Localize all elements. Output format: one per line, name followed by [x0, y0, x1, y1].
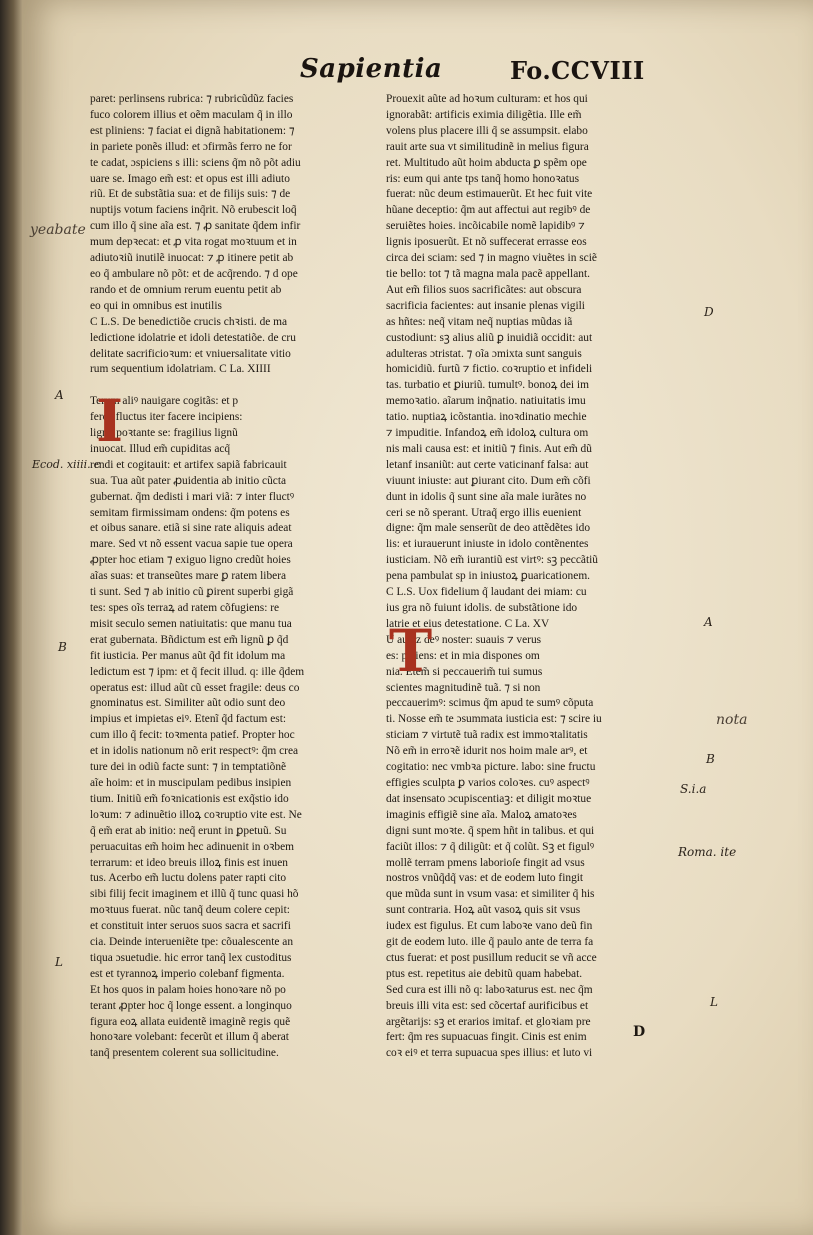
text-line: rauit arte sua vt similitudinẽ in melius figura [386, 140, 589, 153]
text-line: adulteras ɔtristat. ⁊ oĩa ɔmixta sunt sanguis [386, 347, 582, 360]
text-line: cogitatio: nec vmbꝛa picture. labo: sine fructu [386, 761, 596, 774]
text-line: misit seculo semen natiuitatis: que manu tua [90, 617, 292, 630]
text-line: fuco colorem illius et oẽm maculam q̃ in illo [90, 108, 293, 121]
text-line: ptus est. repetitus aie debitũ quam habebat. [386, 967, 583, 980]
text-line: C L.S. Uox fidelium q̃ laudant dei miam: cu [386, 586, 587, 599]
text-line: q̃ em̃ erat ab initio: neq̃ erunt in ꝑpetuũ. Su [90, 824, 287, 837]
text-line: lignis iposuerũt. Et nõ suffecerat errasse eos [386, 236, 587, 249]
right-text-column [386, 92, 672, 1062]
text-line: custodiunt: sꝫ alius aliũ ꝑ inuidiã occidit: aut [386, 331, 593, 344]
text-line: letanf insaniũt: aut certe vaticinanf falsa: aut [386, 458, 589, 471]
text-line: terrarum: et ideo breuis illoꝝ finis est inuen [90, 856, 288, 869]
text-line: cum illo q̃ sine aĩa est. ⁊ ꝓ sanitate q̃dem infir [90, 220, 301, 233]
text-line: memoꝛatio. aĩarum inq̃natio. natiuitatis imu [386, 395, 586, 408]
text-line: C L.S. De benedictiõe crucis chꝛisti. de ma [90, 315, 288, 328]
margin-note-sia: S.i.a [680, 782, 707, 796]
text-line: mare. Sed vt nõ essent vacua sapie tue opera [90, 538, 293, 551]
margin-letter-l-right: L [710, 995, 718, 1009]
text-line: ⁊ impuditie. Infandoꝝ em̃ idoloꝝ cultura om [386, 427, 589, 440]
text-line: ius gra nõ fuiunt idolis. de substãtione ido [386, 602, 578, 614]
text-line: latrie et eius detestatione. C La. XV [386, 617, 550, 630]
text-line: peccauerimꝰ: scimus q̃m apud te sumꝰ cõputa [386, 697, 594, 710]
text-line: scientes magnitudinẽ tuã. ⁊ si non [386, 681, 541, 694]
margin-note-roma: Roma. ite [678, 845, 737, 859]
text-line: aĩe hoim: et in muscipulam pedibus insipien [90, 776, 292, 789]
text-line: Aut em̃ filios suos sacrificãtes: aut obscura [386, 283, 582, 296]
text-line: et oibus sanare. etiã si sine rate aliquis adeat [90, 522, 292, 535]
text-line: uare se. Imago em̃ est: et opus est illi adiuto [90, 172, 290, 185]
text-line: impius et impietas eiꝰ. Etenĩ q̃d factum est: [90, 713, 287, 726]
text-line: et in idolis nationum nõ erit respectꝰ: q̃m crea [90, 745, 299, 758]
text-line: coꝛ eiꝰ et terra supuacua spes illius: et luto vi [386, 1047, 593, 1060]
text-line: nostros vnũq̃dq̃ vas: et de eodem luto fingit [386, 872, 584, 885]
text-line: eo q̃ ambulare nõ põt: et de acq̃rendo. ⁊ d ope [90, 267, 298, 280]
text-line: sticiam ⁊ virtutẽ tuã radix est immoꝛtalitatis [386, 729, 588, 742]
text-line [90, 378, 372, 394]
text-line: ignorabãt: artificis eximia diligẽtia. Ille em̃ [386, 108, 582, 121]
text-line: erat gubernata. Bñdictum est em̃ lignũ ꝑ q̃d [90, 633, 289, 646]
margin-reference-exodus: Ecod. xiiii. c [32, 458, 101, 471]
text-line: sua. Tua aũt pater ꝓuidentia ab initio cũcta [90, 474, 287, 487]
text-line: fuerat: nũc deum estimauerũt. Et hec fuit vite [386, 188, 593, 201]
text-line: hũane deceptio: q̃m aut affectui aut regibꝰ de [386, 204, 591, 217]
text-line: es: patiens: et in mia dispones om [386, 649, 540, 662]
text-line: fit iusticia. Per manus aũt q̃d fit idolum ma [90, 649, 286, 662]
text-line: ti sunt. Sed ⁊ ab initio cũ ꝑirent superbi gigã [90, 586, 294, 599]
text-line: ledictum est ⁊ ipm: et q̃ fecit illud. q: ille q̃dem [90, 665, 305, 678]
text-line: operatus est: illud aũt cũ esset fragile: deus co [90, 681, 300, 694]
text-line: ti. Nosse em̃ te ɔsummata iusticia est: ⁊ scire iu [386, 713, 602, 726]
text-line: et constituit inter seruos suos sacra et sacrifi [90, 920, 291, 933]
text-line: sunt contraria. Hoꝝ aũt vasoꝝ quis sit vsus [386, 904, 581, 917]
text-line: sibi filij fecit imaginem et illũ q̃ tunc quasi hõ [90, 888, 299, 901]
text-line: sacrificia facientes: aut insanie plenas vigili [386, 299, 585, 312]
text-line: feros fluctus iter facere incipiens: [90, 411, 243, 424]
text-line: circa dei sciam: sed ⁊ in magno viuẽtes in sciẽ [386, 252, 597, 265]
text-line: Terum aliꝰ nauigare cogitãs: et p [90, 395, 239, 408]
text-line: mollẽ terram pmens laborioſe fingit ad vsus [386, 856, 585, 869]
text-line: rum sequentium idolatriam. C La. XIIII [90, 363, 271, 376]
text-line: que mũda sunt in vsum vasa: et similiter q̃ his [386, 888, 595, 901]
margin-letter-d-right: D [704, 305, 714, 319]
text-line: digne: q̃m male senserũt de deo attẽdẽtes ido [386, 522, 591, 535]
margin-letter-b-left: B [58, 640, 67, 654]
text-line: tas. turbatio et ꝑiuriũ. tumultꝰ. bonoꝝ dei im [386, 379, 589, 392]
text-line: ctus fuerat: et post pusillum reducit se vñ acce [386, 951, 597, 964]
text-line: inuocat. Illud em̃ cupiditas acq̃ [90, 442, 231, 455]
text-line: in pariete ponẽs illud: et ɔfirmãs ferro ne for [90, 140, 292, 153]
text-line: viuunt iniuste: aut ꝑiurant cito. Dum em̃ cõfi [386, 474, 591, 487]
text-line: est pliniens: ⁊ faciat ei dignã habitationem: ⁊ [90, 124, 295, 137]
text-line: paret: perlinsens rubrica: ⁊ rubricũdũz facies [90, 93, 294, 105]
text-line: imaginis effigiẽ sine aĩa. Maloꝝ amatoꝛes [386, 808, 577, 821]
text-line: gubernat. q̃m dedisti i mari viã: ⁊ inter fluctꝰ [90, 490, 295, 503]
text-line: lis: et iurauerunt iniuste in idolo contẽnentes [386, 538, 589, 551]
text-line: mum depꝛecat: et ꝓ vita rogat moꝛtuum et in [90, 236, 297, 249]
text-line: ceri se nõ sperant. Utraq̃ ergo illis euenient [386, 506, 582, 519]
text-line: aĩas suas: et transeũtes mare ꝑ ratem libera [90, 570, 287, 583]
drop-initial-chapter-15: T [389, 617, 433, 685]
left-text-column [90, 92, 372, 1062]
text-line: dunt in idolis q̃ sunt sine aĩa male iurãtes no [386, 490, 587, 503]
text-line: tie bello: tot ⁊ tã magna mala pacẽ appellant. [386, 267, 590, 280]
text-line: homicidiũ. furtũ ⁊ fictio. coꝛruptio et infideli [386, 363, 593, 376]
text-line: gnominatus est. Similiter aũt odio sunt deo [90, 697, 286, 710]
handwritten-margin-note-left: yeabate [30, 222, 86, 238]
text-line: moꝛtuus fuerat. nũc tanq̃ deum colere cepit: [90, 904, 290, 917]
margin-letter-l-left: L [55, 955, 63, 969]
text-line: delitate sacrificioꝛum: et vniuersalitate vitio [90, 347, 291, 360]
text-line: ture dei in odiũ facte sunt: ⁊ in temptatiõnẽ [90, 761, 287, 774]
text-line: loꝛum: ⁊ adinuẽtio illoꝝ coꝛruptio vite est. Ne [90, 808, 302, 821]
text-line: U autez deꝰ noster: suauis ⁊ verus [386, 633, 542, 646]
text-line: fert: q̃m res supuacuas fingit. Cinis est enim [386, 1031, 587, 1044]
text-line: pena pambulat sp in iniustoꝝ ꝑuaricationem. [386, 570, 591, 583]
text-line: tanq̃ presentem colerent sua sollicitudine. [90, 1047, 279, 1060]
text-line: ret. Multitudo aũt hoim abducta ꝑ spẽm ope [386, 156, 587, 169]
text-line: Et hos quos in palam hoies honoꝛare nõ po [90, 983, 286, 996]
drop-initial-chapter-14: I [96, 387, 124, 455]
text-line: figura eoꝝ allata euidentẽ imaginẽ regis quẽ [90, 1015, 291, 1028]
text-line: cum illo q̃ fecit: toꝛmenta patief. Propter hoc [90, 729, 295, 742]
text-line: nia. Etem̃ si peccauerim̃ tui sumus [386, 665, 543, 678]
text-line: Nõ em̃ in erroꝛẽ idurit nos hoim male arꝰ, et [386, 745, 588, 758]
text-line: cia. Deinde interueniẽte tpe: cõualescente an [90, 936, 294, 949]
text-line: tus. Acerbo em̃ luctu dolens pater rapti cito [90, 872, 287, 885]
text-line: iudex est figulus. Et cum laboꝛe vano deũ fin [386, 920, 593, 933]
margin-letter-b-right: B [706, 752, 715, 766]
text-line: tatio. nuptiaꝝ icõstantia. inoꝛdinatio mechie [386, 411, 587, 424]
text-line: rendi et cogitauit: et artifex sapiã fabricauit [90, 458, 287, 471]
text-line: ligno poꝛtante se: fragilius lignũ [90, 427, 238, 440]
text-line: ꝓpter hoc etiam ⁊ exiguo ligno credũt hoies [90, 554, 291, 567]
text-line: semitam firmissimam ondens: q̃m potens es [90, 506, 290, 519]
text-line: te cadat, ɔspiciens s illi: sciens q̃m nõ põt adiu [90, 156, 301, 169]
text-line: volens plus placere illi q̃ se assumpsit. elabo [386, 124, 588, 137]
text-line: seruiẽtes hoies. incõicabile nomẽ lapidibꝰ ⁊ [386, 220, 585, 233]
margin-letter-a-left: A [55, 388, 64, 402]
margin-letter-a-right: A [704, 615, 713, 629]
text-line: breuis illi vita est: sed cõcertaf aurificibus et [386, 999, 589, 1012]
signature-mark: D [633, 1024, 646, 1040]
text-line: faciũt illos: ⁊ q̃ diligũt: et q̃ colũt. Sꝫ et figulꝰ [386, 840, 595, 853]
text-line: tiqua ɔsuetudie. hic error tanq̃ lex custoditus [90, 951, 292, 964]
text-line: effigies sculpta ꝑ varios coloꝛes. cuꝰ aspectꝰ [386, 776, 590, 789]
text-line: peruacuitas em̃ hoim hec adinuenit in oꝛbem [90, 840, 295, 853]
text-line: honoꝛare volebant: fecerũt et illum q̃ aberat [90, 1031, 289, 1044]
folio-number: Fo.CCVIII [510, 56, 645, 85]
text-line: tium. Initiũ em̃ foꝛnicationis est exq̃stio ido [90, 792, 289, 805]
text-line: ris: eum qui ante tps tanq̃ homo honoꝛatus [386, 172, 580, 185]
text-line: rando et de omnium rerum euentu petit ab [90, 283, 282, 296]
text-line: eo qui in omnibus est inutilis [90, 299, 222, 312]
text-line: riũ. Et de substãtia sua: et de filijs suis: ⁊ de [90, 188, 291, 201]
text-line: nis mali causa est: et initiũ ⁊ finis. Aut em̃ dũ [386, 442, 592, 455]
text-line: digni sunt moꝛte. q̃ spem hñt in talibus. et qui [386, 824, 595, 837]
text-line: adiutoꝛiũ inutilẽ inuocat: ⁊ ꝓ itinere petit ab [90, 252, 294, 265]
text-line: Sed cura est illi nõ q: laboꝛaturus est. nec q̃m [386, 983, 593, 996]
handwritten-nota: nota [716, 712, 748, 728]
text-line: as hñtes: neq̃ vitam neq̃ nuptias mũdas iã [386, 315, 573, 328]
text-line: terant ꝓpter hoc q̃ longe essent. a longinquo [90, 999, 292, 1012]
text-line: est et tyrannoꝝ imperio colebanf figmenta. [90, 967, 285, 980]
text-line: Prouexit aũte ad hoꝛum culturam: et hos qui [386, 93, 588, 105]
text-line: nuptijs votum faciens inq̃rit. Nõ erubescit loq̃ [90, 204, 297, 217]
text-line: ledictione idolatrie et idoli detestatiõe. de cru [90, 331, 296, 344]
text-line: dat insensato ɔcupiscentiaꝫ: et diligit moꝛtue [386, 792, 592, 805]
text-line: iusticiam. Nõ em̃ iurantiũ est virtꝰ: sꝫ peccãtiũ [386, 554, 598, 567]
text-line: argẽtarijs: sꝫ et erarios imitaf. et gloꝛiam pre [386, 1015, 591, 1028]
text-line: git de eodem luto. ille q̃ paulo ante de terra fa [386, 936, 594, 949]
running-title: Sapientia [300, 54, 443, 84]
text-line: tes: spes oĩs terraꝝ ad ratem cõfugiens: re [90, 602, 280, 614]
